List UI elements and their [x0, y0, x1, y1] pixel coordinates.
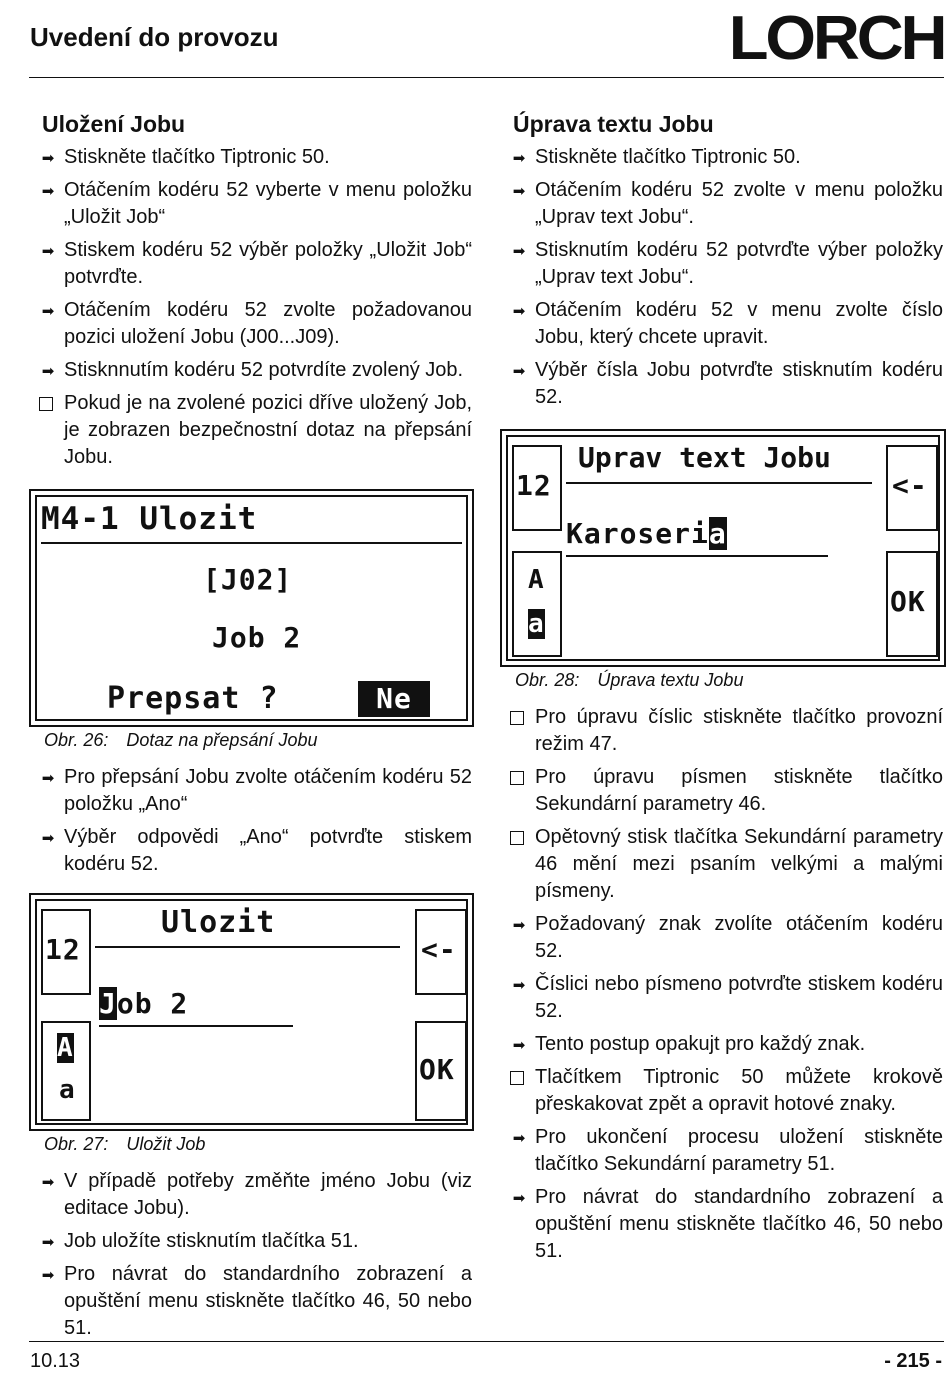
right-list-2	[501, 704, 943, 1265]
arrow-bullet-icon	[509, 297, 529, 325]
list-item	[501, 357, 943, 411]
right-column	[501, 111, 943, 417]
list-item	[30, 297, 472, 351]
list-item	[501, 177, 943, 231]
list-item	[501, 824, 943, 905]
lcd-title: Uprav text Jobu	[578, 441, 831, 474]
list-item	[501, 1184, 943, 1265]
list-item-text: Stiskněte tlačítko Tiptronic 50.	[535, 146, 801, 168]
list-item	[30, 390, 472, 471]
list-item-text: Pokud je na zvolené pozici dříve uložený Job, je zobrazen bezpečnostní dotaz na přepsání Jobu.	[64, 392, 472, 468]
list-item	[30, 824, 472, 878]
list-item	[501, 1031, 943, 1058]
list-item-text: Stisknutím kodéru 52 potvrďte výber položky „Uprav text Jobu“.	[535, 239, 943, 288]
list-item-text: Otáčením kodéru 52 vyberte v menu položku „Uložit Job“	[64, 179, 472, 228]
list-item	[30, 237, 472, 291]
left-column	[30, 111, 472, 477]
checkbox-bullet-icon	[510, 771, 524, 785]
checkbox-bullet-icon	[39, 397, 53, 411]
list-item	[30, 1228, 472, 1255]
right-list-1	[501, 144, 943, 411]
arrow-bullet-icon	[38, 144, 58, 172]
list-item-text: Otáčením kodéru 52 zvolte požadovanou pozici uložení Jobu (J00...J09).	[64, 299, 472, 348]
left-list-3-wrap	[30, 1168, 472, 1348]
checkbox-bullet-icon	[510, 1071, 524, 1085]
footer-version: 10.13	[30, 1350, 81, 1372]
lcd-ok-button[interactable]: OK	[886, 551, 938, 657]
list-item-text: Tento postup opakujt pro každý znak.	[535, 1033, 866, 1055]
lcd-case-toggle[interactable]: A a	[41, 1021, 91, 1121]
arrow-bullet-icon	[509, 357, 529, 385]
lcd-job-number-box[interactable]: 12	[512, 445, 562, 531]
list-item-text: Stiskněte tlačítko Tiptronic 50.	[64, 146, 330, 168]
lcd-title: M4-1 Ulozit	[41, 501, 258, 537]
list-item-text: Číslici nebo písmeno potvrďte stiskem kodéru 52.	[535, 973, 943, 1022]
lcd-job-slot: [J02]	[203, 563, 293, 596]
list-item-text: Výběr čísla Jobu potvrďte stisknutím kodéru 52.	[535, 359, 943, 408]
arrow-bullet-icon	[509, 177, 529, 205]
lcd-text-underline	[99, 1025, 293, 1027]
lcd-overwrite-dialog	[29, 489, 474, 727]
list-item	[501, 1064, 943, 1118]
list-item-text: Pro přepsání Jobu zvolte otáčením kodéru 52 položku „Ano“	[64, 766, 472, 815]
arrow-bullet-icon	[38, 1228, 58, 1256]
list-item-text: Pro návrat do standardního zobrazení a opuštění menu stiskněte tlačítko 46, 50 nebo 51.	[535, 1186, 943, 1262]
list-item-text: Pro ukončení procesu uložení stiskněte tlačítko Sekundární parametry 51.	[535, 1126, 943, 1175]
lcd-divider	[95, 946, 400, 948]
right-heading: Úprava textu Jobu	[513, 111, 714, 137]
list-item-text: Výběr odpovědi „Ano“ potvrďte stiskem kodéru 52.	[64, 826, 472, 875]
list-item-text: V případě potřeby změňte jméno Jobu (viz editace Jobu).	[64, 1170, 472, 1219]
left-list-3	[30, 1168, 472, 1342]
arrow-bullet-icon	[509, 1124, 529, 1152]
left-list-2	[30, 764, 472, 878]
list-item	[30, 764, 472, 818]
left-heading: Uložení Jobu	[42, 111, 186, 137]
page-title: Uvedení do provozu	[30, 22, 279, 52]
list-item	[501, 144, 943, 171]
list-item	[30, 144, 472, 171]
list-item-text: Pro úpravu písmen stiskněte tlačítko Sekundární parametry 46.	[535, 766, 943, 815]
list-item	[501, 704, 943, 758]
list-item	[501, 297, 943, 351]
lcd-job-text[interactable]: Karoseria	[566, 517, 727, 550]
lcd-case-toggle[interactable]: A a	[512, 551, 562, 657]
footer-rule	[29, 1341, 944, 1342]
list-item	[501, 1124, 943, 1178]
lcd-job-number-box[interactable]: 12	[41, 909, 91, 995]
lcd-divider	[41, 542, 462, 544]
lcd-answer-selected[interactable]: Ne	[358, 681, 430, 717]
lcd-save-job	[29, 893, 474, 1131]
arrow-bullet-icon	[38, 764, 58, 792]
arrow-bullet-icon	[509, 237, 529, 265]
caption-fig-27: Obr. 27: Uložit Job	[44, 1134, 206, 1154]
checkbox-bullet-icon	[510, 711, 524, 725]
arrow-bullet-icon	[509, 971, 529, 999]
list-item-text: Pro návrat do standardního zobrazení a opuštění menu stiskněte tlačítko 46, 50 nebo 51.	[64, 1263, 472, 1339]
left-list-2-wrap	[30, 764, 472, 884]
arrow-bullet-icon	[38, 237, 58, 265]
arrow-bullet-icon	[509, 1031, 529, 1059]
lcd-title: Ulozit	[161, 905, 276, 940]
list-item-text: Stisknnutím kodéru 52 potvrdíte zvolený Job.	[64, 359, 464, 381]
list-item	[501, 764, 943, 818]
arrow-bullet-icon	[509, 911, 529, 939]
arrow-bullet-icon	[38, 297, 58, 325]
lcd-text-underline	[566, 555, 828, 557]
lcd-job-text[interactable]: Job 2	[99, 987, 189, 1020]
list-item	[30, 1168, 472, 1222]
page-number: - 215 -	[884, 1350, 942, 1372]
arrow-bullet-icon	[38, 177, 58, 205]
lcd-edit-job-text	[500, 429, 946, 667]
list-item-text: Job uložíte stisknutím tlačítka 51.	[64, 1230, 359, 1252]
caption-fig-26: Obr. 26: Dotaz na přepsání Jobu	[44, 730, 318, 750]
lcd-ok-button[interactable]: OK	[415, 1021, 467, 1121]
list-item	[501, 971, 943, 1025]
list-item	[501, 911, 943, 965]
list-item-text: Tlačítkem Tiptronic 50 můžete krokově přeskakovat zpět a opravit hotové znaky.	[535, 1066, 943, 1115]
list-item-text: Stiskem kodéru 52 výběr položky „Uložit Job“ potvrďte.	[64, 239, 472, 288]
lcd-divider	[566, 482, 872, 484]
arrow-bullet-icon	[38, 824, 58, 852]
list-item-text: Pro úpravu číslic stiskněte tlačítko provozní režim 47.	[535, 706, 943, 755]
list-item-text: Opětovný stisk tlačítka Sekundární parametry 46 mění mezi psaním velkými a malými písmeny.	[535, 826, 943, 902]
lcd-back-button[interactable]: <-	[886, 445, 938, 531]
list-item	[30, 177, 472, 231]
lcd-back-button[interactable]: <-	[415, 909, 467, 995]
lcd-overwrite-question: Prepsat ?	[107, 681, 279, 716]
lorch-logo: LORCH	[728, 4, 944, 73]
arrow-bullet-icon	[509, 1184, 529, 1212]
list-item	[30, 357, 472, 384]
list-item	[501, 237, 943, 291]
checkbox-bullet-icon	[510, 831, 524, 845]
list-item	[30, 1261, 472, 1342]
caption-fig-28: Obr. 28: Úprava textu Jobu	[515, 670, 744, 690]
lcd-job-name: Job 2	[212, 621, 302, 654]
header-rule	[29, 77, 944, 78]
arrow-bullet-icon	[38, 1261, 58, 1289]
arrow-bullet-icon	[38, 357, 58, 385]
arrow-bullet-icon	[38, 1168, 58, 1196]
right-list-2-wrap	[501, 704, 943, 1271]
list-item-text: Otáčením kodéru 52 v menu zvolte číslo Jobu, který chcete upravit.	[535, 299, 943, 348]
list-item-text: Otáčením kodéru 52 zvolte v menu položku „Uprav text Jobu“.	[535, 179, 943, 228]
left-list-1	[30, 144, 472, 471]
arrow-bullet-icon	[509, 144, 529, 172]
list-item-text: Požadovaný znak zvolíte otáčením kodéru 52.	[535, 913, 943, 962]
